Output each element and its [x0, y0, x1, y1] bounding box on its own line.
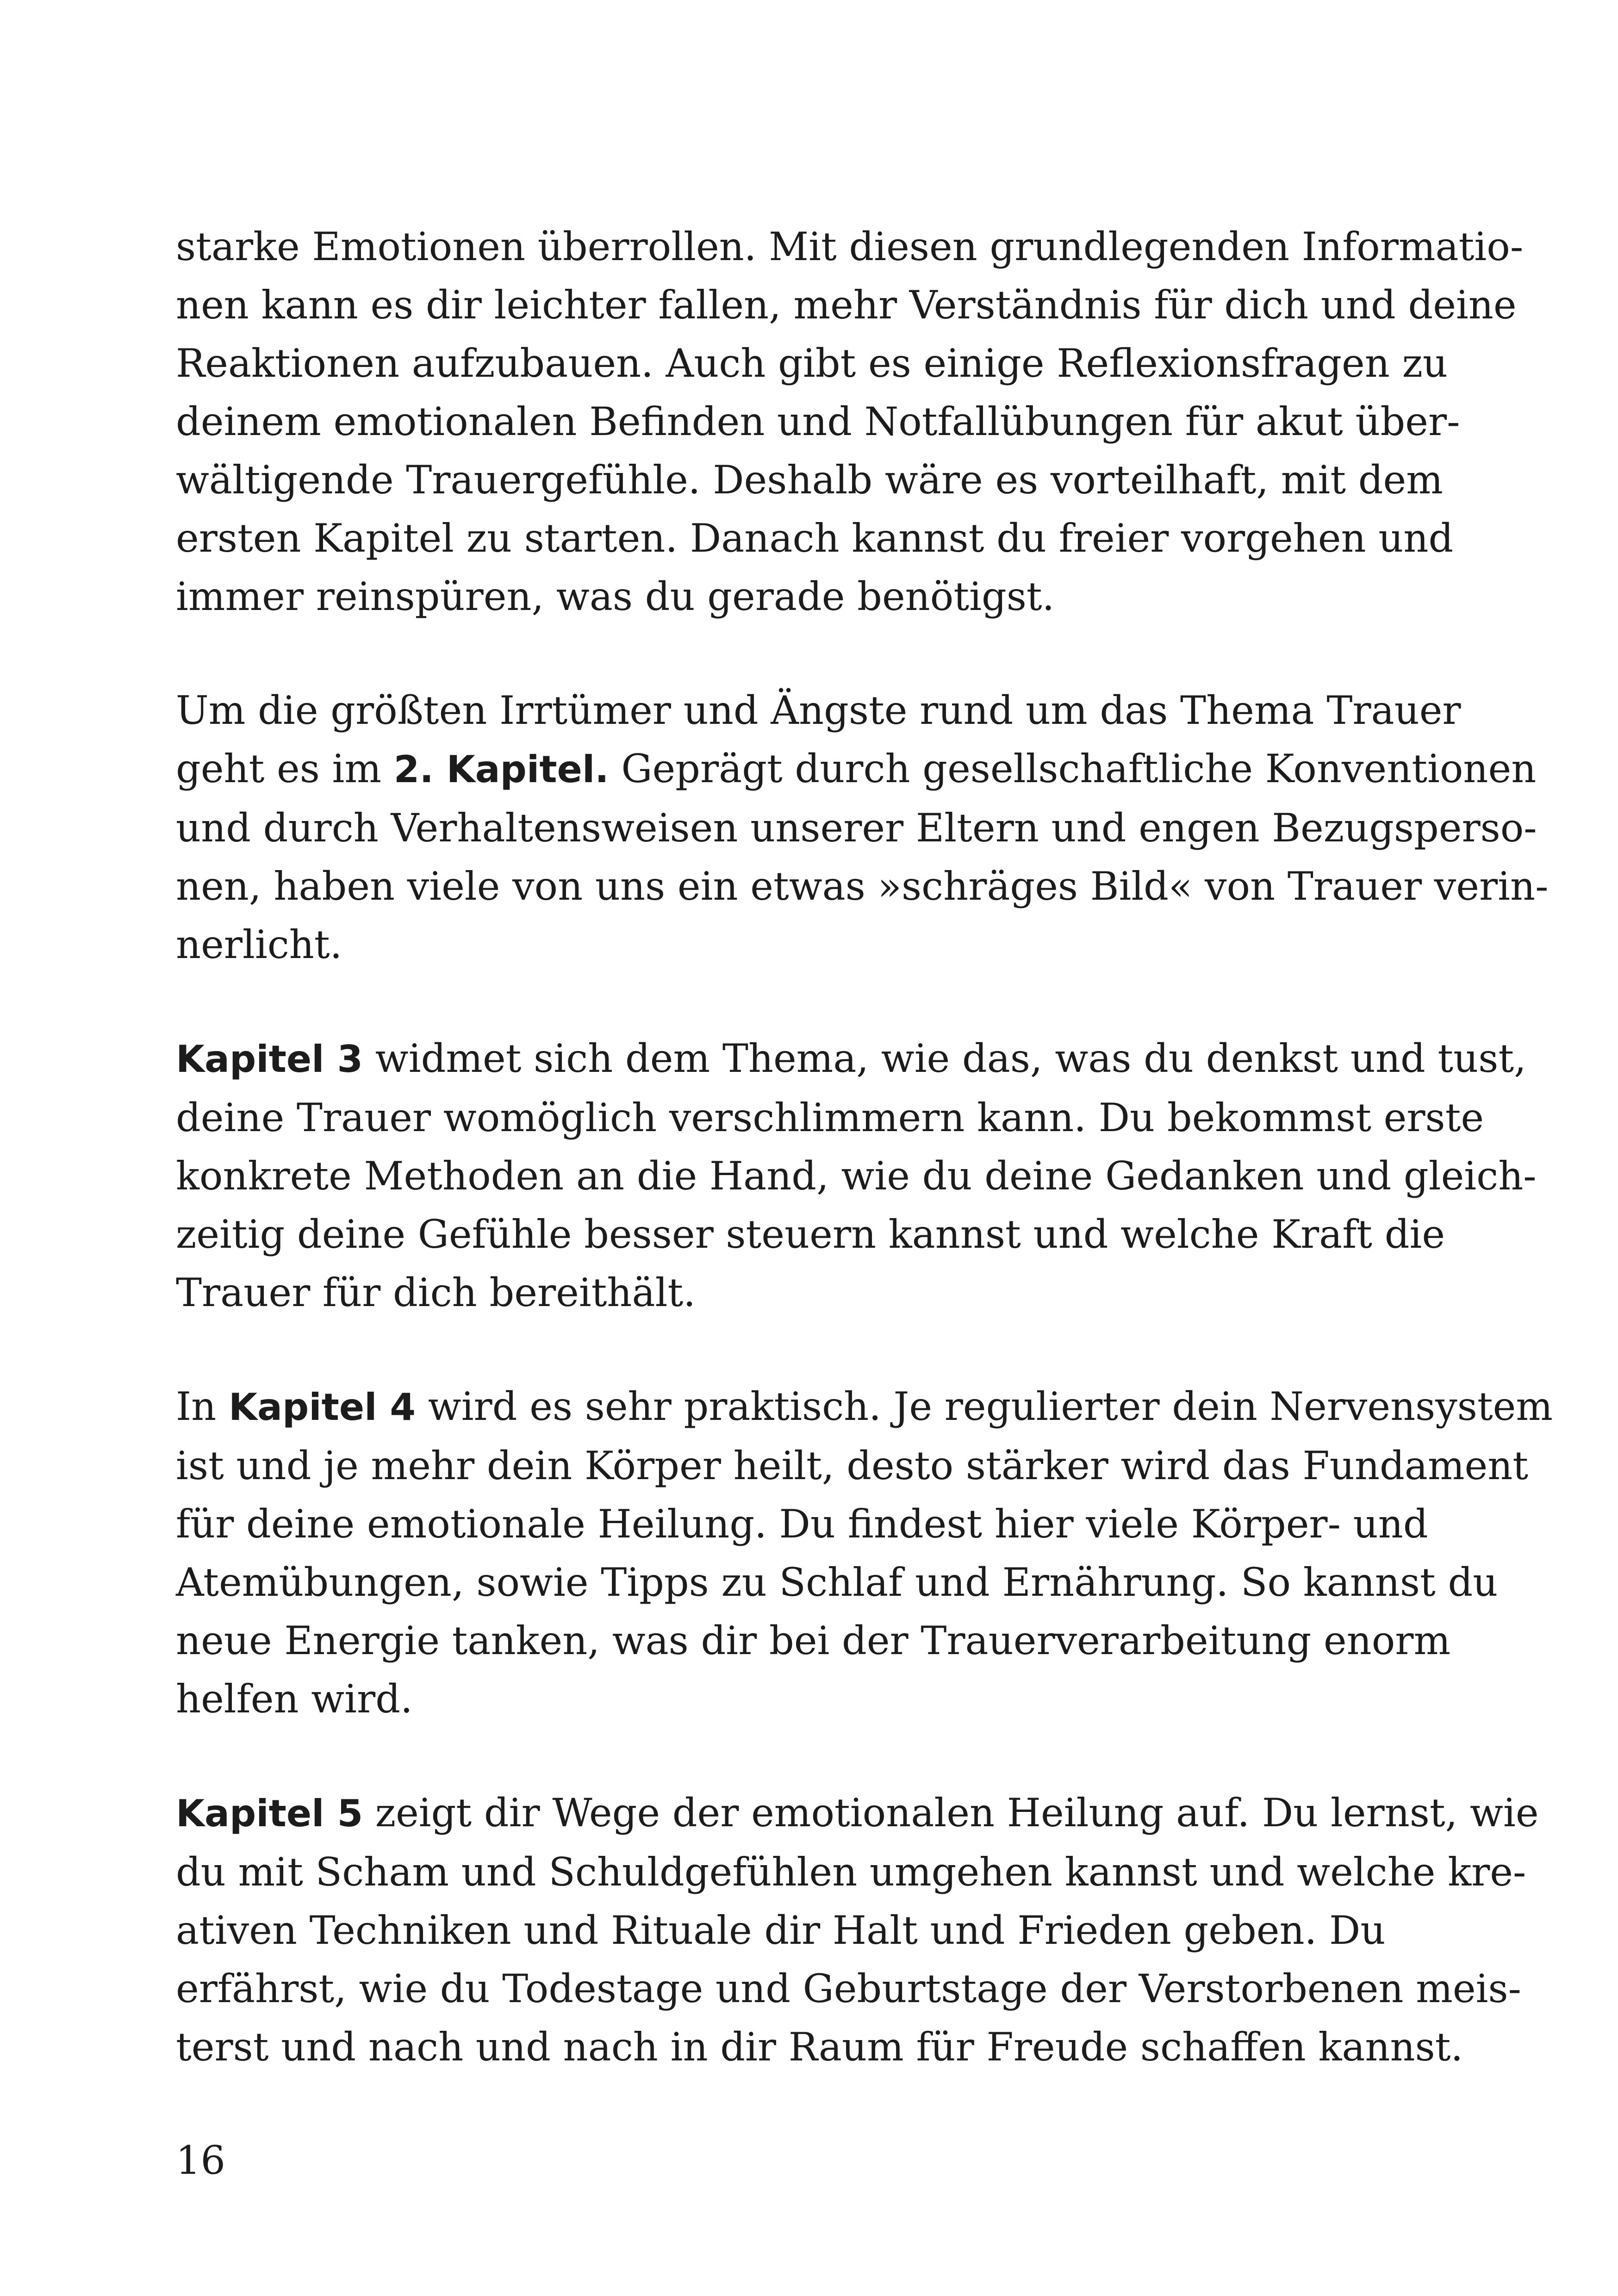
- text-segment: geht es im: [176, 746, 394, 791]
- text-segment: konkrete Methoden an die Hand, wie du deine Gedanken und gleich-: [176, 1153, 1537, 1199]
- text-segment: immer reinspüren, was du gerade benötigst.: [176, 574, 1055, 619]
- text-segment: du mit Scham und Schuldgefühlen umgehen kannst und welche kre-: [176, 1849, 1526, 1895]
- text-line: [176, 1089, 1484, 1147]
- page-number: 16: [176, 2138, 225, 2183]
- text-line: [176, 681, 1461, 740]
- text-segment: terst und nach und nach in dir Raum für Freude schaffen kannst.: [176, 2024, 1463, 2070]
- text-line: [176, 1670, 1379, 1728]
- text-line: [176, 567, 1379, 626]
- text-segment: helfen wird.: [176, 1676, 413, 1722]
- text-segment: ist und je mehr dein Körper heilt, desto stärker wird das Fundament: [176, 1443, 1529, 1488]
- text-line: [176, 1205, 1445, 1263]
- text-line: [176, 1147, 1537, 1205]
- text-line: [176, 451, 1443, 509]
- text-line: [176, 392, 1460, 451]
- chapter-reference: Kapitel 5: [176, 1792, 363, 1835]
- text-segment: wältigende Trauergefühle. Deshalb wäre es vorteilhaft, mit dem: [176, 457, 1443, 503]
- text-line: [176, 1263, 1379, 1322]
- text-segment: deine Trauer womöglich verschlimmern kann. Du bekommst erste: [176, 1095, 1484, 1140]
- text-line: [176, 218, 1524, 276]
- text-segment: Um die größten Irrtümer und Ängste rund um das Thema Trauer: [176, 688, 1461, 733]
- chapter-reference: Kapitel 4: [228, 1386, 416, 1429]
- text-segment: Atemübungen, sowie Tipps zu Schlaf und Ernährung. So kannst du: [176, 1560, 1498, 1605]
- text-line: [176, 2018, 1463, 2076]
- text-line: [176, 799, 1537, 857]
- text-line: [176, 1437, 1529, 1495]
- text-segment: nerlicht.: [176, 922, 342, 967]
- paragraph: [176, 681, 1549, 974]
- text-line: [176, 740, 1537, 799]
- text-segment: Trauer für dich bereithält.: [176, 1270, 696, 1315]
- text-line: [176, 1960, 1521, 2018]
- text-line: [176, 857, 1549, 915]
- text-segment: ativen Techniken und Rituale dir Halt und Frieden geben. Du: [176, 1908, 1386, 1953]
- chapter-reference: 2. Kapitel.: [393, 748, 609, 791]
- text-line: [176, 1843, 1526, 1901]
- text-segment: nen, haben viele von uns ein etwas »schräges Bild« von Trauer verin-: [176, 864, 1549, 909]
- text-line: [176, 509, 1454, 567]
- text-segment: erfährst, wie du Todestage und Geburtstage der Verstorbenen meis-: [176, 1966, 1521, 2011]
- text-segment: Geprägt durch gesellschaftliche Konventionen: [609, 746, 1537, 791]
- paragraph: [176, 1784, 1539, 2076]
- text-line: [176, 1029, 1526, 1089]
- text-line: [176, 334, 1448, 392]
- text-segment: zeitig deine Gefühle besser steuern kannst und welche Kraft die: [176, 1212, 1445, 1257]
- text-segment: Reaktionen aufzubauen. Auch gibt es einige Reflexionsfragen zu: [176, 341, 1448, 386]
- text-segment: nen kann es dir leichter fallen, mehr Verständnis für dich und deine: [176, 282, 1517, 328]
- text-line: [176, 1784, 1539, 1843]
- text-segment: ersten Kapitel zu starten. Danach kannst du freier vorgehen und: [176, 516, 1454, 561]
- text-line: [176, 1377, 1553, 1437]
- chapter-reference: Kapitel 3: [176, 1038, 363, 1081]
- text-line: [176, 1495, 1428, 1553]
- text-segment: In: [176, 1384, 229, 1429]
- text-line: [176, 1612, 1451, 1670]
- paragraph: [176, 1029, 1537, 1322]
- body-text: [176, 218, 1553, 2076]
- text-segment: starke Emotionen überrollen. Mit diesen grundlegenden Informatio-: [176, 224, 1524, 269]
- text-segment: zeigt dir Wege der emotionalen Heilung auf. Du lernst, wie: [363, 1790, 1539, 1836]
- text-segment: und durch Verhaltensweisen unserer Eltern und engen Bezugsperso-: [176, 805, 1537, 851]
- text-line: [176, 915, 1379, 974]
- paragraph: [176, 218, 1524, 626]
- text-line: [176, 1553, 1498, 1612]
- text-segment: für deine emotionale Heilung. Du findest hier viele Körper- und: [176, 1501, 1428, 1547]
- text-line: [176, 276, 1517, 334]
- text-line: [176, 1901, 1386, 1960]
- text-segment: neue Energie tanken, was dir bei der Trauerverarbeitung enorm: [176, 1618, 1451, 1663]
- text-segment: wird es sehr praktisch. Je regulierter dein Nervensystem: [416, 1384, 1553, 1429]
- paragraph: [176, 1377, 1553, 1728]
- text-segment: widmet sich dem Thema, wie das, was du denkst und tust,: [363, 1036, 1526, 1081]
- text-segment: deinem emotionalen Befinden und Notfallübungen für akut über-: [176, 399, 1460, 444]
